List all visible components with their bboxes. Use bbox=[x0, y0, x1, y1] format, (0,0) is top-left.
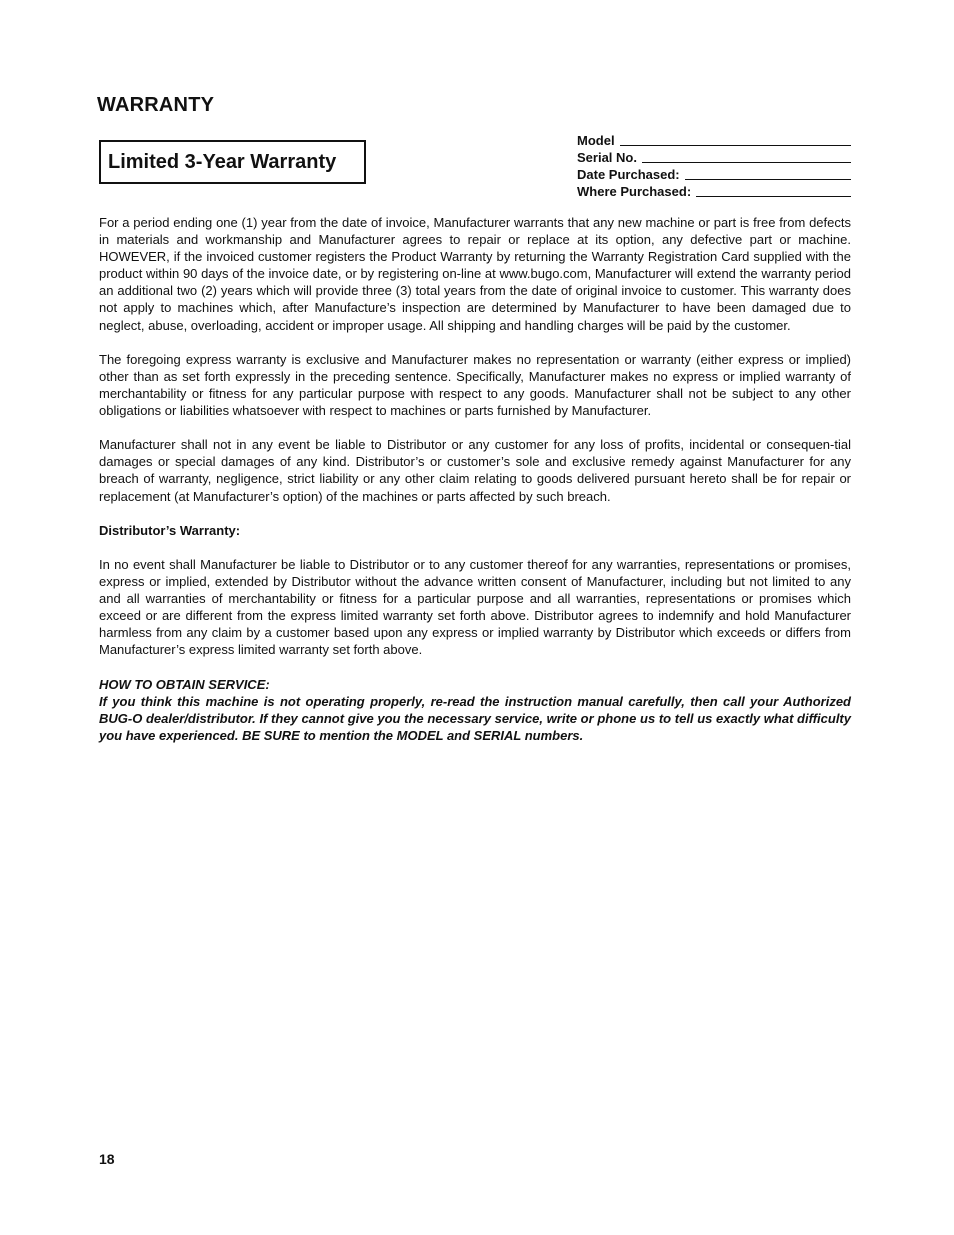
serial-field bbox=[577, 148, 851, 165]
model-blank-line bbox=[620, 133, 851, 146]
serial-label: Serial No. bbox=[577, 150, 637, 165]
registration-form bbox=[577, 131, 851, 199]
page-heading: WARRANTY bbox=[97, 94, 215, 116]
warranty-paragraph-1: For a period ending one (1) year from the date of invoice, Manufacturer warrants that any new machine or part is free from defects in materials and workmanship and Manufacturer agrees to repair or replace at its option, any defective part or machine. HOWEVER, if the invoiced customer registers the Product Warranty by returning the Warranty Registration Card supplied with the product within 90 days of the invoice date, or by registering on-line at www.bugo.com, Manufacturer will extend the warranty period an additional two (2) years which will provide three (3) total years from the date of original invoice to customer. This warranty does not apply to machines which, after Manufacture’s inspection are determined by Manufacturer to have been damaged due to neglect, abuse, overloading, accident or improper usage. All shipping and handling charges will be paid by the customer. bbox=[99, 215, 851, 333]
serial-blank-line bbox=[642, 150, 851, 163]
date-purchased-label: Date Purchased: bbox=[577, 167, 680, 182]
warranty-paragraph-4: In no event shall Manufacturer be liable to Distributor or to any customer thereof for any warranties, representations or promises, express or implied, extended by Distributor without the advance written consent of Manufacturer, including but not limited to any and all warranties of merchantability or fitness for a particular purpose and all warranties, representations or promises which exceed or are different from the express limited warranty set forth above. Distributor agrees to indemnify and hold Manufacturer harmless from any claim by a customer based upon any express or implied warranty by Distributor which exceeds or differs from Manufacturer’s express limited warranty set forth above. bbox=[99, 556, 851, 658]
page-number: 18 bbox=[99, 1151, 115, 1167]
warranty-paragraph-2: The foregoing express warranty is exclusive and Manufacturer makes no representation or warranty (either express or implied) other than as set forth expressly in the preceding sentence. Specifically, Manufacturer makes no express or implied warranty of merchantability or fitness for any particular purpose with respect to any goods. Manufacturer shall not be subject to any other obligations or liabilities whatsoever with respect to machines or parts furnished by Manufacturer. bbox=[99, 351, 851, 419]
date-purchased-field bbox=[577, 165, 851, 182]
model-field bbox=[577, 131, 851, 148]
warranty-title: Limited 3-Year Warranty bbox=[108, 150, 337, 173]
where-purchased-field bbox=[577, 182, 851, 199]
date-purchased-blank-line bbox=[685, 167, 851, 180]
service-section bbox=[99, 676, 851, 744]
warranty-body bbox=[99, 214, 851, 744]
distributor-warranty-heading: Distributor’s Warranty: bbox=[99, 522, 241, 538]
warranty-paragraph-3: Manufacturer shall not in any event be liable to Distributor or any customer for any loss of profits, incidental or consequen-tial damages or special damages of any kind. Distributor’s or customer’s sole and exclusive remedy against Manufacturer for any breach of warranty, negligence, strict liability or any other claim relating to goods delivered pursuant hereto shall be for repair or replacement (at Manufacturer’s option) of the machines or parts affected by such breach. bbox=[99, 437, 851, 504]
service-heading: HOW TO OBTAIN SERVICE: bbox=[99, 676, 270, 692]
service-text: If you think this machine is not operating properly, re-read the instruction manual carefully, then call your Authorized BUG-O dealer/distributor. If they cannot give you the necessary service, write or phone us to tell us exactly what difficulty you have experienced. BE SURE to mention the MODEL and SERIAL numbers. bbox=[99, 693, 851, 743]
where-purchased-label: Where Purchased: bbox=[577, 184, 692, 199]
warranty-title-box bbox=[99, 140, 366, 184]
where-purchased-blank-line bbox=[696, 184, 851, 197]
model-label: Model bbox=[577, 133, 615, 148]
